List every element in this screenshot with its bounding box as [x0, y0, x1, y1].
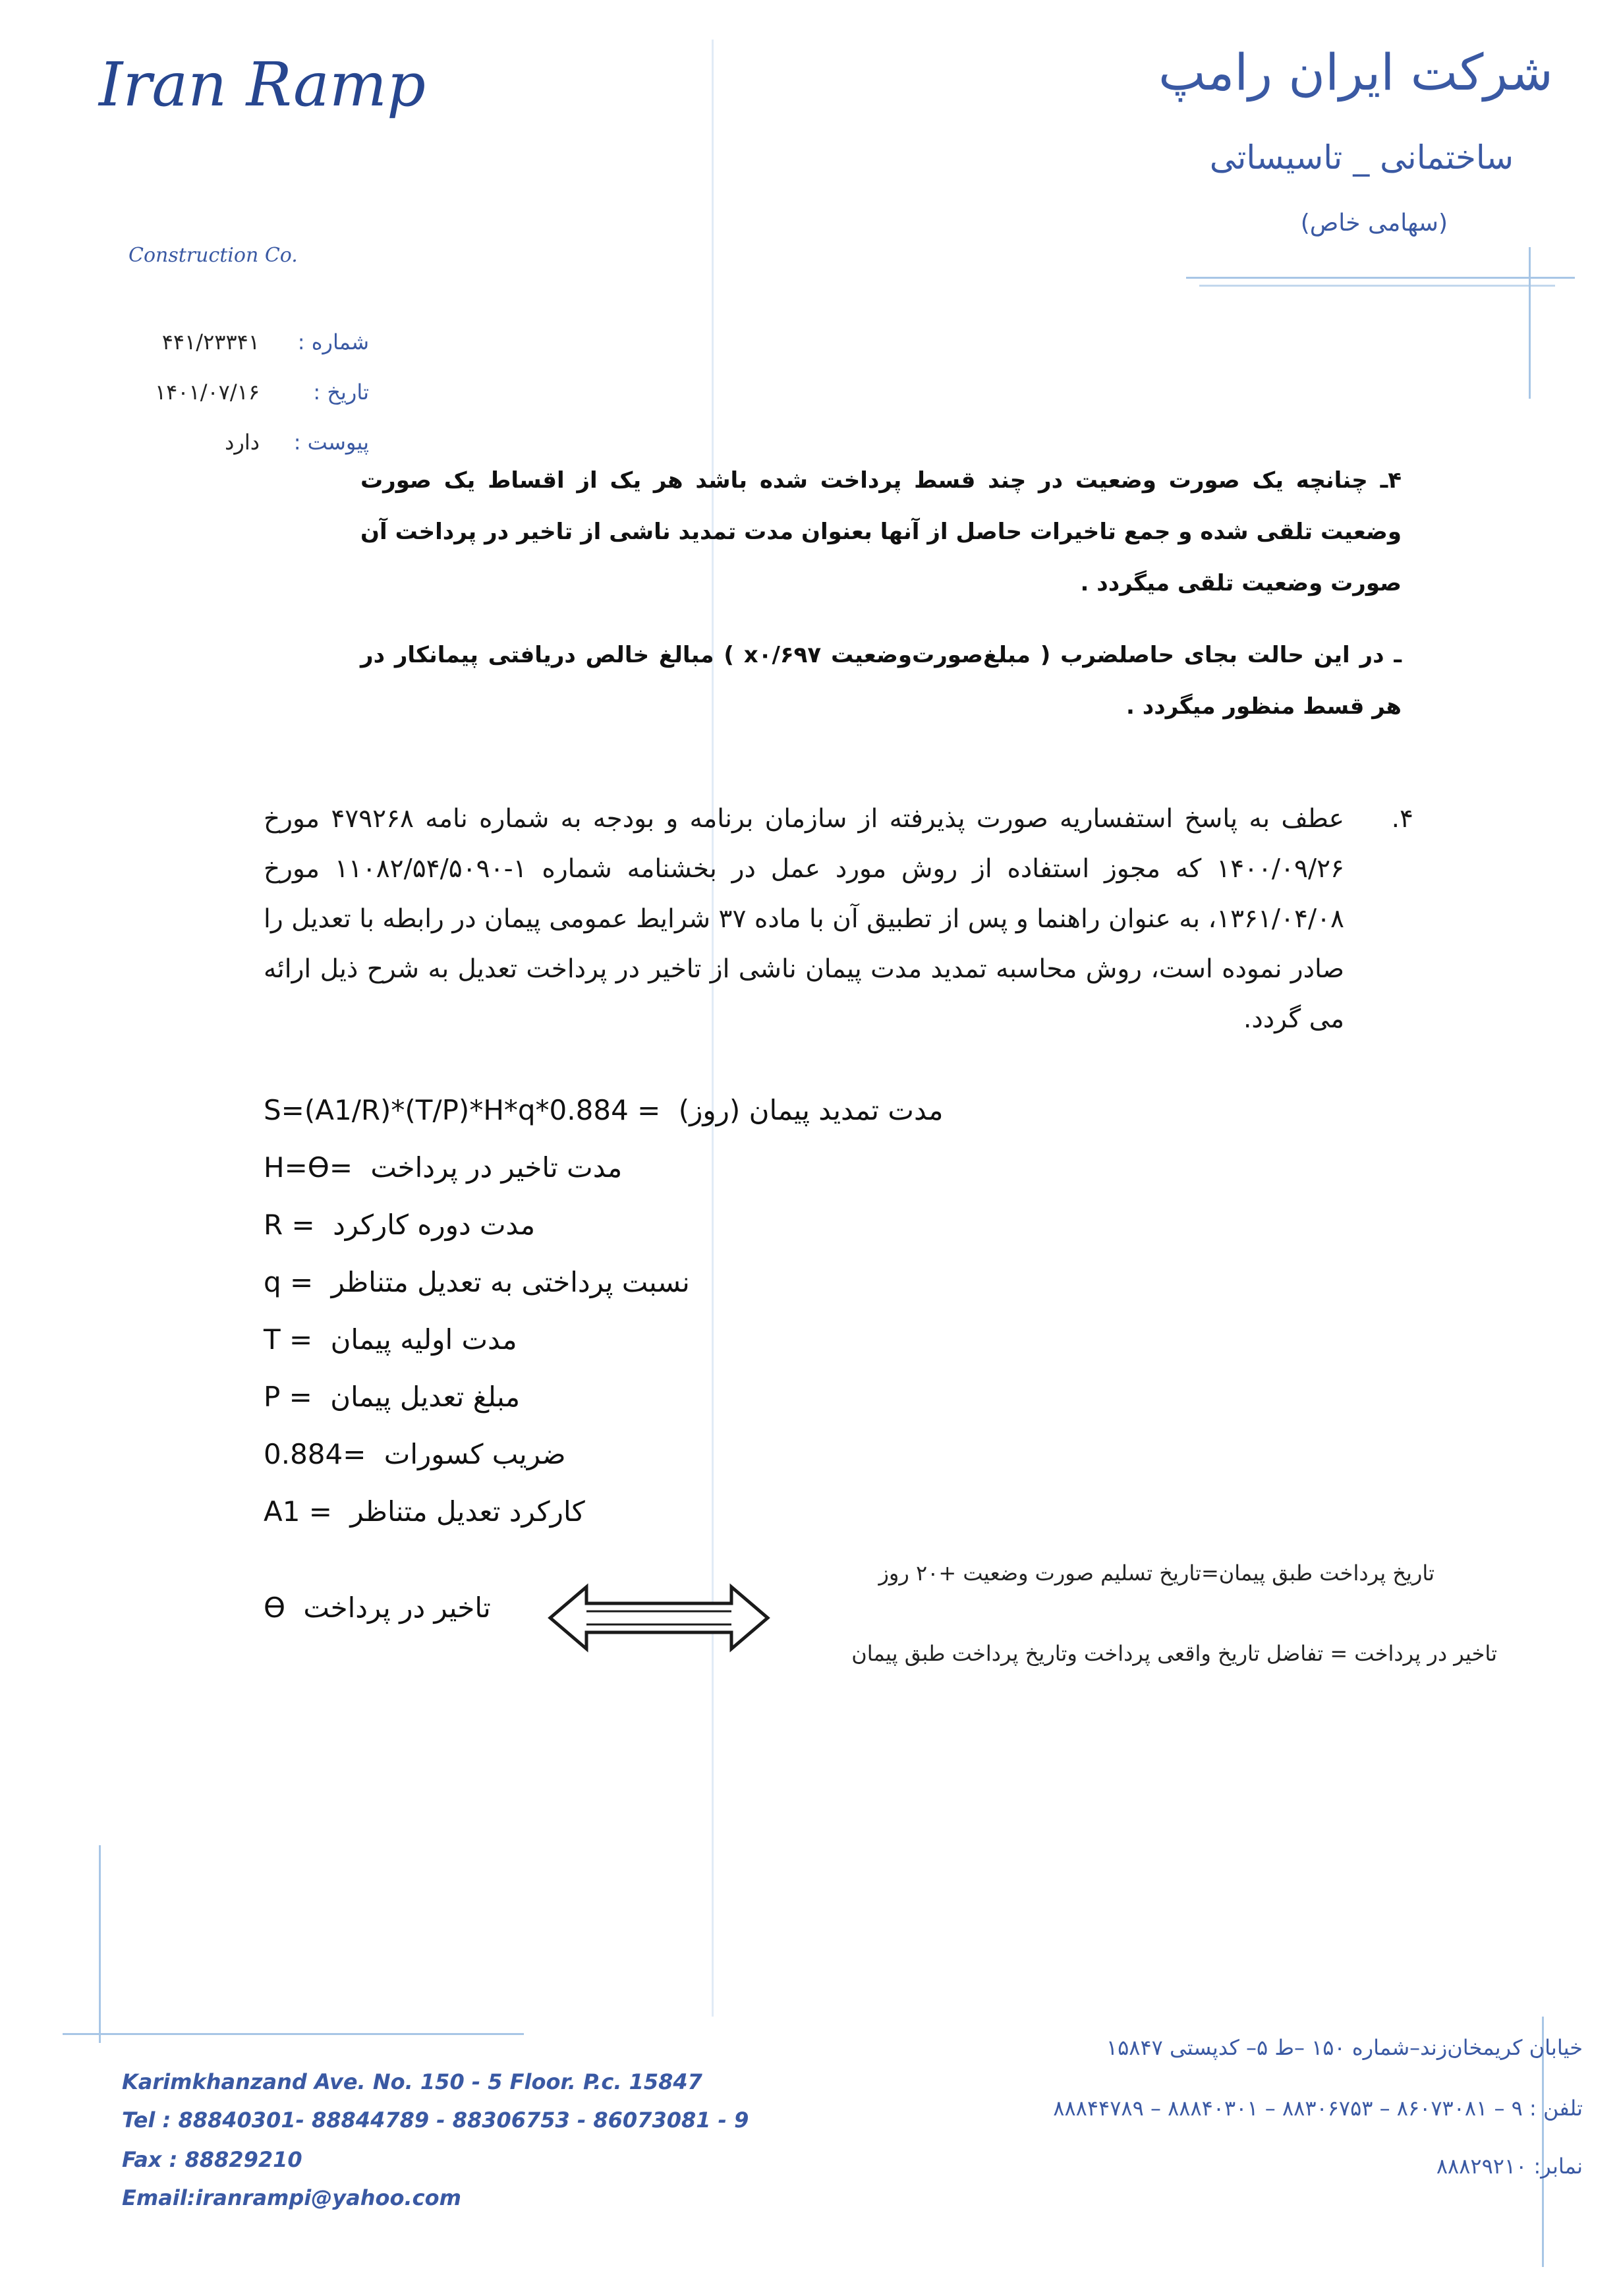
- delay-label: تاخیر در پرداخت: [303, 1592, 491, 1624]
- formula-row: [264, 1381, 520, 1413]
- double-arrow-icon: [547, 1582, 771, 1654]
- formula-desc: ضریب کسورات: [383, 1438, 566, 1470]
- footer-tel-fa: تلفن : ۹ – ۸۶۰۷۳۰۸۱ – ۸۸۳۰۶۷۵۳ – ۸۸۸۴۰۳۰۱ – ۸۸۸۴۴۷۸۹: [1053, 2096, 1583, 2121]
- meta-attachment-row: [119, 430, 369, 480]
- formula-desc: نسبت پرداختی به تعدیل متناظر: [331, 1266, 690, 1298]
- meta-attachment-label: پیوست :: [293, 430, 369, 455]
- formula-expr: 0.884=: [264, 1438, 366, 1470]
- formula-desc: مدت تاخیر در پرداخت: [370, 1151, 623, 1184]
- formula-expr: T =: [264, 1323, 313, 1356]
- meta-number-label: شماره :: [297, 330, 369, 355]
- company-share-type-fa: (سهامی خاص): [1300, 210, 1448, 237]
- formula-desc: مدت دوره کارکرد: [333, 1209, 536, 1241]
- typed-clause-note: [360, 629, 1402, 732]
- header-rule: [1186, 277, 1575, 279]
- formula-row: [264, 1209, 535, 1241]
- body-paragraph-text: عطف به پاسخ استفساریه صورت پذیرفته از سازمان برنامه و بودجه به شماره نامه ۴۷۹۲۶۸ مورخ ۱۴۰۰/۰۹/۲۶ که مجوز استفاده از روش مورد عمل در بخشنامه شماره ۱-۱۱۰۸۲/۵۴/۵۰۹۰ مورخ ۱۳۶۱/۰۴/۰۸، به عنوان راهنما و پس از تطبیق آن با ماده ۳۷ شرایط عمومی پیمان در رابطه با تعدیل را صادر نموده است، روش محاسبه تمدید مدت پیمان ناشی از تاخیر در پرداخت تعدیل به شرح ذیل ارائه می گردد.: [264, 804, 1344, 1034]
- footer-address-fa: خیابان کریمخان‌زند–شماره ۱۵۰ –ط ۵– کدپستی ۱۵۸۴۷: [1106, 2035, 1583, 2060]
- letter-meta: [119, 330, 369, 480]
- delay-definition: [264, 1592, 491, 1624]
- typed-clause-4: [360, 455, 1402, 609]
- formula-expr: H=Ɵ=: [264, 1151, 353, 1184]
- formula-desc: مدت اولیه پیمان: [330, 1323, 517, 1356]
- delay-theta: Ɵ: [264, 1592, 286, 1624]
- formula-row: [264, 1266, 690, 1298]
- footer-tel-en: Tel : 88840301- 88844789 - 88306753 - 86073081 - 9: [122, 2108, 749, 2133]
- company-type-fa: ساختمانی _ تاسیساتی: [1209, 138, 1514, 177]
- formula-expr: q =: [264, 1266, 314, 1298]
- item-number: ۴.: [1391, 804, 1413, 834]
- payment-date-note: تاریخ پرداخت طبق پیمان=تاریخ تسلیم صورت وضعیت +۲۰ روز: [878, 1561, 1434, 1586]
- company-subtitle-en: Construction Co.: [128, 244, 298, 267]
- formula-desc: مبلغ تعدیل پیمان: [330, 1381, 521, 1413]
- footer-fax-fa: نمابر: ۸۸۸۲۹۲۱۰: [1436, 2154, 1583, 2179]
- footer-email-en: Email:iranrampi@yahoo.com: [122, 2185, 461, 2210]
- formula-expr: R =: [264, 1209, 315, 1241]
- formula-expr: A1 =: [264, 1495, 332, 1528]
- meta-number-row: [119, 330, 369, 380]
- body-paragraph: [264, 794, 1413, 1045]
- formula-row: [264, 1495, 585, 1528]
- formula-row: [264, 1094, 944, 1126]
- formula-desc: کارکرد تعدیل متناظر: [350, 1495, 585, 1528]
- footer-address-en: Karimkhanzand Ave. No. 150 - 5 Floor. P.c. 15847: [122, 2069, 702, 2094]
- meta-date-row: [119, 380, 369, 430]
- formula-row: [264, 1151, 622, 1184]
- header-vertical-rule: [1529, 247, 1531, 399]
- header-rule-2: [1199, 285, 1555, 287]
- footer-rule-left: [63, 2033, 524, 2035]
- company-logo-en: Iran Ramp: [99, 49, 426, 120]
- footer-fax-en: Fax : 88829210: [122, 2147, 302, 2172]
- meta-date-value: ۱۴۰۱/۰۷/۱۶: [154, 380, 260, 405]
- formula-row: [264, 1438, 566, 1470]
- formula-expr: P =: [264, 1381, 312, 1413]
- delay-definition-note: تاخیر در پرداخت = تفاضل تاریخ واقعی پرداخت وتاریخ پرداخت طبق پیمان: [851, 1641, 1497, 1666]
- meta-date-label: تاریخ :: [313, 380, 369, 405]
- typed-clause-para-2: ـ در این حالت بجای حاصلضرب ( مبلغ‌صورت‌وضعیت x۰/۶۹۷ ) مبالغ خالص دریافتی پیمانکار در هر قسط منظور میگردد .: [360, 642, 1402, 720]
- formula-desc: مدت تمدید پیمان (روز): [678, 1094, 944, 1126]
- formula-expr: S=(A1/R)*(T/P)*H*q*0.884 =: [264, 1094, 661, 1126]
- footer-vertical-rule-left: [99, 1845, 101, 2043]
- typed-clause-para-1: ۴ـ چنانچه یک صورت وضعیت در چند قسط پرداخت شده باشد هر یک از اقساط یک صورت وضعیت تلقی شده و جمع تاخیرات حاصل از آنها بعنوان مدت تمدید ناشی از تاخیر در پرداخت آن صورت وضعیت تلقی میگردد .: [360, 467, 1402, 596]
- meta-attachment-value: دارد: [225, 430, 260, 455]
- formula-row: [264, 1323, 517, 1356]
- company-name-fa: شرکت ایران رامپ: [1158, 43, 1553, 101]
- meta-number-value: ۴۴۱/۲۳۳۴۱: [161, 330, 260, 355]
